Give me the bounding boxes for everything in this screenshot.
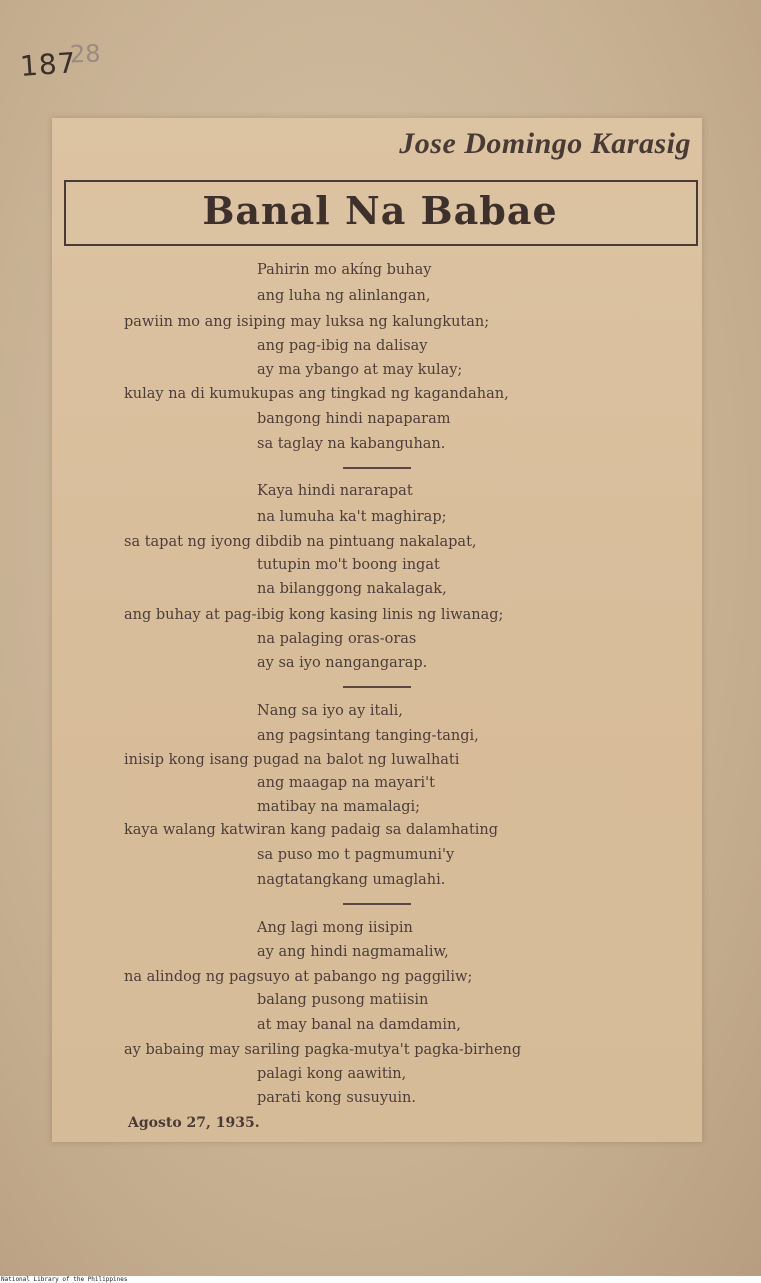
poem-line: sa taglay na kabanguhan. [257, 436, 446, 452]
poem-line: Kaya hindi nararapat [257, 483, 413, 499]
poem-line: ang luha ng alinlangan, [257, 288, 431, 304]
poem-line: ay sa iyo nangangarap. [257, 655, 428, 671]
handwritten-faint-number: 28 [69, 39, 102, 69]
poem-line: Nang sa iyo ay itali, [257, 703, 403, 719]
poem-line: Ang lagi mong iisipin [257, 920, 413, 936]
poem-line: ang buhay at pag-ibig kong kasing linis ng liwanag; [124, 607, 504, 623]
stanza-divider [343, 903, 411, 905]
poem-line: at may banal na damdamin, [257, 1017, 461, 1033]
poem-line: ay ma ybango at may kulay; [257, 362, 463, 378]
poem-line: nagtatangkang umaglahi. [257, 872, 446, 888]
poem-line: pawiin mo ang isiping may luksa ng kalungkutan; [124, 314, 490, 330]
handwritten-number: 187 [18, 46, 78, 83]
poem-line: inisip kong isang pugad na balot ng luwalhati [124, 752, 460, 768]
poem-line: na lumuha ka't maghirap; [257, 509, 447, 525]
poem-line: ay ang hindi nagmamaliw, [257, 944, 449, 960]
library-footer: National Library of the Philippines [0, 1276, 761, 1283]
poem-line: Pahirin mo akíng buhay [257, 262, 432, 278]
poem-line: parati kong susuyuin. [257, 1090, 416, 1106]
poem-line: kulay na di kumukupas ang tingkad ng kagandahan, [124, 386, 509, 402]
poem-line: kaya walang katwiran kang padaig sa dalamhating [124, 822, 499, 838]
poem-title: Banal Na Babae [202, 188, 558, 233]
poem-line: matibay na mamalagi; [257, 799, 421, 815]
poem-line: tutupin mo't boong ingat [257, 557, 440, 573]
poem-line: ang maagap na mayari't [257, 775, 435, 791]
poem-line: palagi kong aawitin, [257, 1066, 407, 1082]
poem-line: ay babaing may sariling pagka-mutya't pagka-birheng [124, 1042, 522, 1058]
poem-line: ang pag-ibig na dalisay [257, 338, 428, 354]
poem-line: na bilanggong nakalagak, [257, 581, 447, 597]
poem-line: balang pusong matiisin [257, 992, 429, 1008]
poem-line: ang pagsintang tanging-tangi, [257, 728, 479, 744]
author-name: Jose Domingo Karasig [399, 127, 691, 160]
poem-line: na palaging oras-oras [257, 631, 417, 647]
stanza-divider [343, 686, 411, 688]
poem-line: bangong hindi napaparam [257, 411, 451, 427]
poem-line: na alindog ng pagsuyo at pabango ng paggiliw; [124, 969, 473, 985]
poem-line: sa tapat ng iyong dibdib na pintuang nakalapat, [124, 534, 477, 550]
stanza-divider [343, 467, 411, 469]
poem-line: sa puso mo t pagmumuni'y [257, 847, 455, 863]
poem-date: Agosto 27, 1935. [128, 1115, 260, 1131]
